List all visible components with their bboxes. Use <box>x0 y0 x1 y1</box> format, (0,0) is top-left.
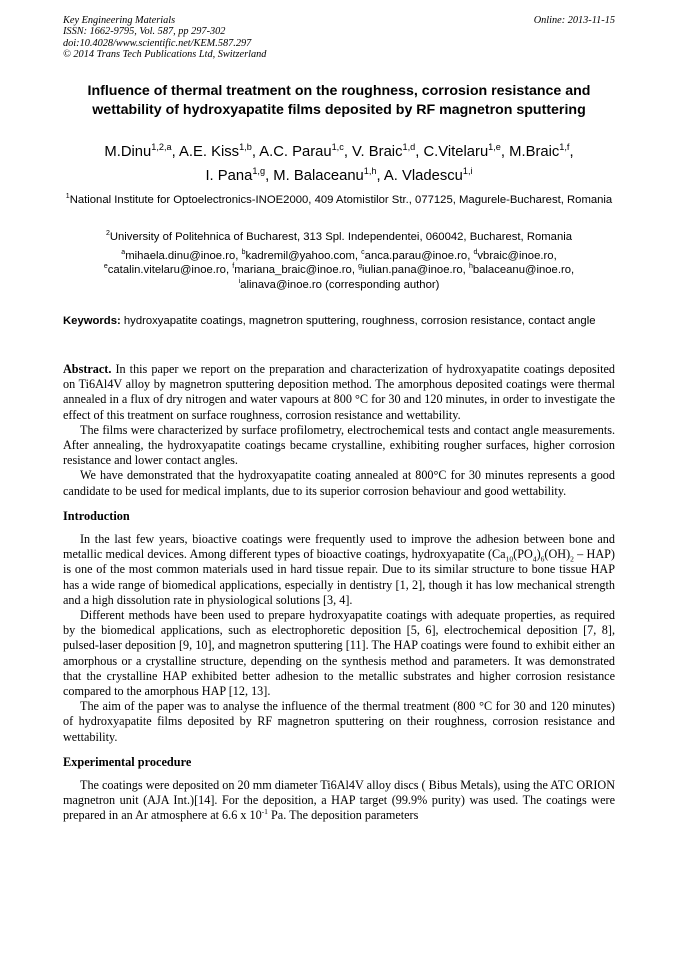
email[interactable]: $^a$mihaela.dinu@inoe.ro <box>121 249 236 262</box>
email[interactable]: $^i$alinava@inoe.ro (corresponding author) <box>238 277 440 291</box>
keywords-label: Keywords: <box>63 315 121 327</box>
email[interactable]: $^e$catalin.vitelaru@inoe.ro <box>103 263 226 277</box>
author: M.Braic$^{1,f}$, <box>509 142 574 160</box>
author: C.Vitelaru$^{1,e}$, <box>423 142 510 160</box>
online-date: Online: 2013-11-15 <box>533 15 615 26</box>
publication-info <box>63 15 615 60</box>
doi-line: doi:10.4028/www.scientific.net/KEM.587.297 <box>63 37 252 49</box>
email[interactable]: $^h$balaceanu@inoe.ro <box>468 263 572 277</box>
abstract-label: Abstract. <box>63 362 112 376</box>
section-heading-introduction: Introduction <box>63 508 130 523</box>
author: A.E. Kiss$^{1,b}$, <box>179 142 260 160</box>
abstract-paragraph: Abstract. In this paper we report on the preparation and characterization of hydroxyapatite coatings deposited on Ti6Al4V alloy by magnetron sputtering deposition method. The amorphous deposited coatings were thermal annealed in a flux of dry nitrogen and water vapours at 800 °C for 30 and 120 minutes, in order to investigate the effect of this treatment on surface roughness, corrosion resistance and wettability. <box>63 362 615 422</box>
email[interactable]: $^f$mariana_braic@inoe.ro <box>232 263 352 277</box>
abstract-paragraph: The films were characterized by surface profilometry, electrochemical tests and contact angle measurements. After annealing, the hydroxyapatite coatings became crystalline, exhibiting rougher surfaces, higher corrosion resistance and lower contact angles. <box>63 422 615 468</box>
keywords <box>63 314 615 328</box>
affiliation-2: $^2$University of Politehnica of Bucharest, 313 Spl. Independentei, 060042, Bucharest, Romania <box>105 230 573 243</box>
email[interactable]: $^d$vbraic@inoe.ro <box>473 249 554 262</box>
email[interactable]: $^g$iulian.pana@inoe.ro <box>358 263 463 277</box>
body-text <box>63 362 615 824</box>
email-list: $^a$mihaela.dinu@inoe.ro, $^b$kadremil@yahoo.com, $^c$anca.parau@inoe.ro, $^d$vbraic@inoe.ro, $^e$catalin.vitelaru@inoe.ro, $^f$mariana_braic@inoe.ro, $^g$iulian.pana@inoe.ro, $^h$balaceanu@inoe.ro, $^i$alinava@inoe.ro (corresponding author) <box>103 249 575 291</box>
affiliation-1: $^1$National Institute for Optoelectronics-INOE2000, 409 Atomistilor Str., 077125, Magurele-Bucharest, Romania <box>65 193 613 206</box>
copyright-line: © 2014 Trans Tech Publications Ltd, Switzerland <box>63 48 267 60</box>
author: M.Dinu$^{1,2,a}$, <box>104 142 180 160</box>
intro-paragraph: In the last few years, bioactive coatings were frequently used to improve the adhesion between bone and metallic medical devices. Among different types of bioactive coatings, hydroxyapatite $(Ca_{10}(PO_4)_6(OH)_2 - HAP)$ is one of the most common materials used in hard tissue repair. Due to its similar structure to bone tissue HAP has a wide range of biomedical applications, especially in dentistry [1, 2], though it has low mechanical strength and a high dissolution rate in physiological solutions [3, 4]. <box>63 532 615 607</box>
author: V. Braic$^{1,d}$, <box>352 142 424 160</box>
abstract-paragraph: We have demonstrated that the hydroxyapatite coating annealed at 800°C for 30 minutes represents a good candidate to be used for medical implants, due to its superior corrosion behaviour and good wettability. <box>63 468 615 498</box>
email[interactable]: $^c$anca.parau@inoe.ro <box>361 249 468 262</box>
journal-name: Key Engineering Materials <box>63 15 176 26</box>
experimental-paragraph: The coatings were deposited on 20 mm diameter Ti6Al4V alloy discs ( Bibus Metals), using the ATC ORION magnetron unit (AJA Int.)[14]. For the deposition, a HAP target (99.9% purity) was used. The coatings were prepared in an Ar atmosphere at 6.6 x $10^{-1}$ Pa. The deposition parameters <box>63 778 615 823</box>
author: A. Vladescu$^{1,i}$ <box>383 166 473 184</box>
running-header <box>63 15 615 60</box>
email[interactable]: $^b$kadremil@yahoo.com <box>241 249 355 262</box>
keywords-text: hydroxyapatite coatings, magnetron sputtering, roughness, corrosion resistance, contact angle <box>120 315 596 327</box>
author: M. Balaceanu$^{1,h}$, <box>273 166 384 184</box>
author-list <box>60 140 618 188</box>
paper-title: Influence of thermal treatment on the roughness, corrosion resistance and wettability of hydroxyapatite films deposited by RF magnetron sputtering <box>87 83 591 118</box>
intro-paragraph: Different methods have been used to prepare hydroxyapatite coatings with adequate properties, as required by the biomedical applications, such as electrophoretic deposition [5, 6], electrochemical deposition [7, 8], pulsed-laser deposition [9, 10], and magnetron sputtering [11]. The HAP coatings were found to exhibit either an amorphous or a crystalline structure, depending on the synthesis method and parameters. It was demonstrated that the crystalline HAP exhibited better adhesion to the metallic substrates and higher corrosion resistance compared to the amorphous HAP [12, 13]. <box>63 608 615 699</box>
author: I. Pana$^{1,g}$, <box>205 166 274 184</box>
issn-line: ISSN: 1662-9795, Vol. 587, pp 297-302 <box>63 26 226 38</box>
section-heading-experimental: Experimental procedure <box>63 754 192 769</box>
intro-paragraph: The aim of the paper was to analyse the influence of the thermal treatment (800 °C for 30 and 120 minutes) of hydroxyapatite films deposited by RF magnetron sputtering on their roughness, corrosion resistance and wettability. <box>63 699 615 744</box>
author: A.C. Parau$^{1,c}$, <box>259 142 353 160</box>
